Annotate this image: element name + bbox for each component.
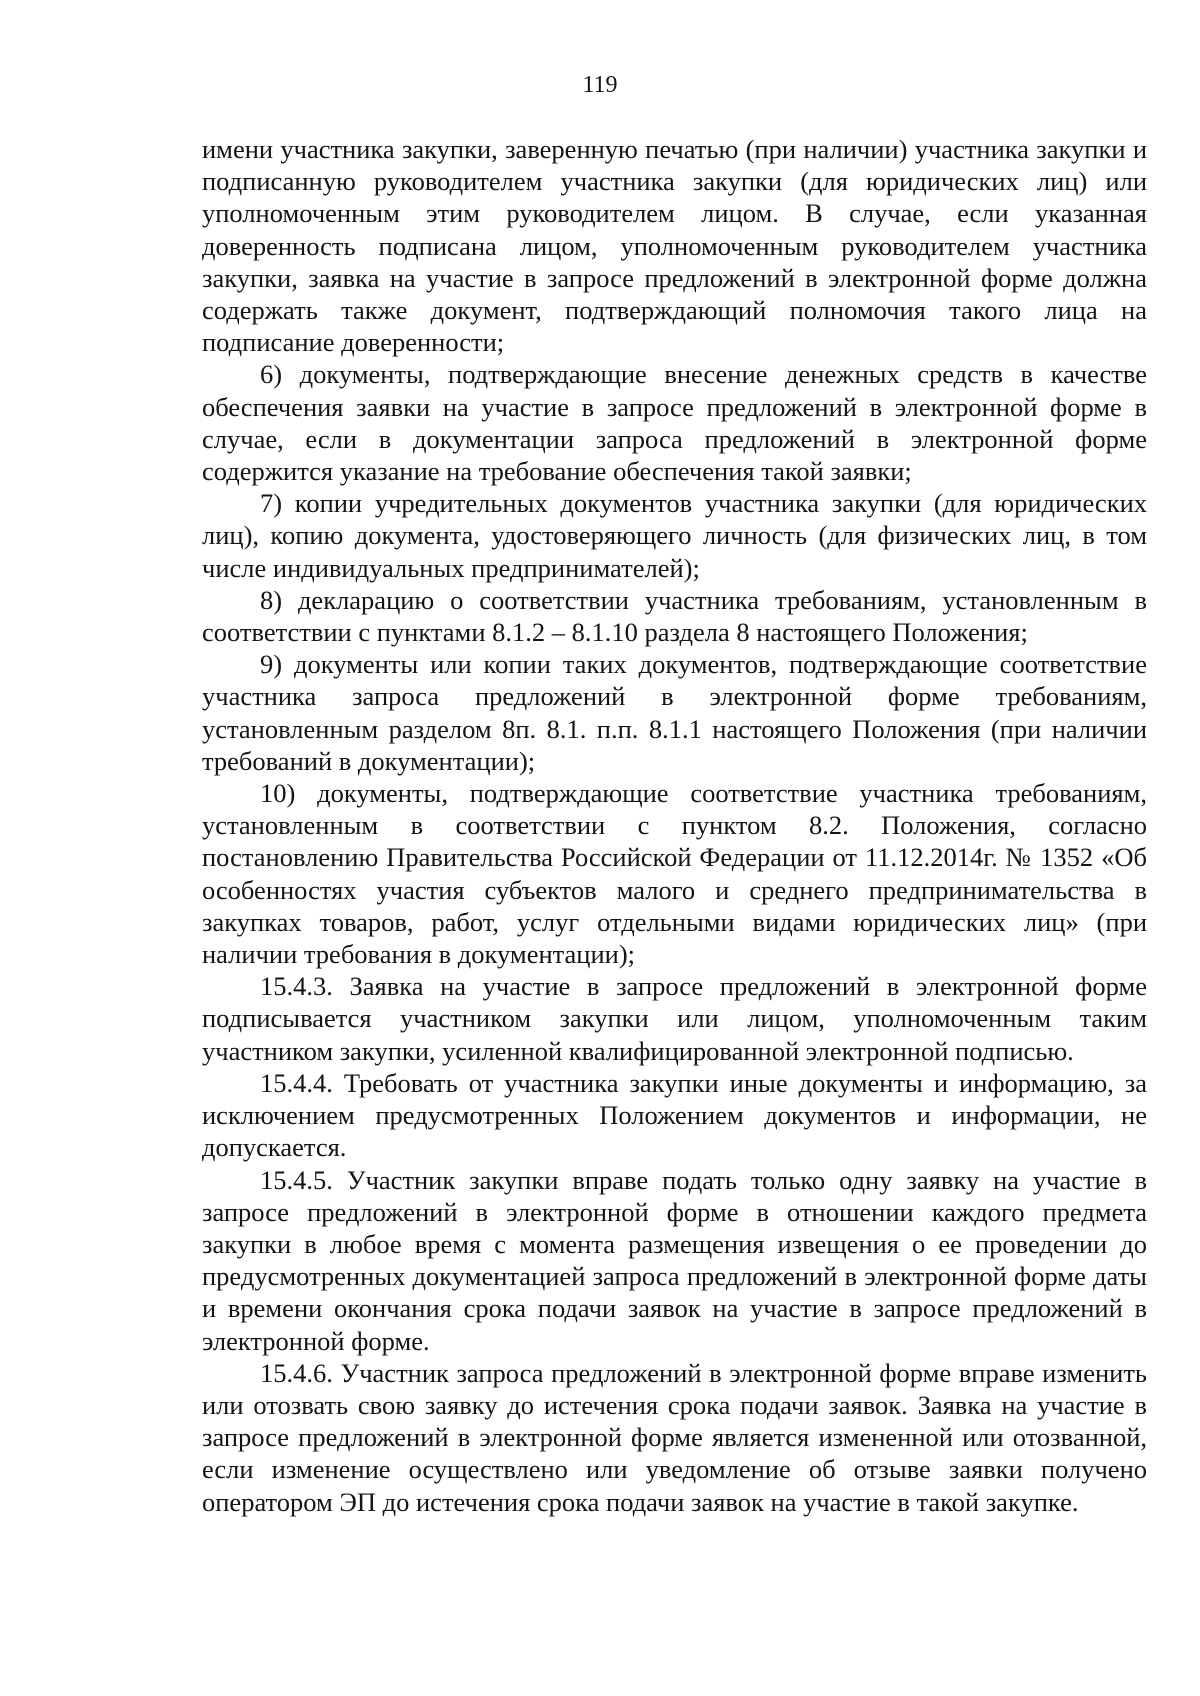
paragraph-item-7: 7) копии учредительных документов участника закупки (для юридических лиц), копию документа, удостоверяющего личность (для физических лиц, в том числе индивидуальных предпринимателей); <box>202 488 1147 583</box>
paragraph-15-4-5: 15.4.5. Участник закупки вправе подать только одну заявку на участие в запросе предложений в электронной форме в отношении каждого предмета закупки в любое время с момента размещения извещения о ее проведении до предусмотренных документацией запроса предложений в электронной форме даты и времени окончания срока подачи заявок на участие в запросе предложений в электронной форме. <box>202 1164 1147 1356</box>
paragraph-continuation: имени участника закупки, заверенную печатью (при наличии) участника закупки и подписанную руководителем участника закупки (для юридических лиц) или уполномоченным этим руководителем лицом. В случае, если указанная доверенность подписана лицом, уполномоченным руководителем участника закупки, заявка на участие в запросе предложений в электронной форме должна содержать также документ, подтверждающий полномочия такого лица на подписание доверенности; <box>202 134 1147 358</box>
page-number: 119 <box>582 72 618 98</box>
paragraph-item-10: 10) документы, подтверждающие соответствие участника требованиям, установленным в соответствии с пунктом 8.2. Положения, согласно постановлению Правительства Российской Федерации от 11.12.2014г. № 1352 «Об особенностях участия субъектов малого и среднего предпринимательства в закупках товаров, работ, услуг отдельными видами юридических лиц» (при наличии требования в документации); <box>202 778 1147 970</box>
paragraph-item-6: 6) документы, подтверждающие внесение денежных средств в качестве обеспечения заявки на участие в запросе предложений в электронной форме в случае, если в документации запроса предложений в электронной форме содержится указание на требование обеспечения такой заявки; <box>202 359 1147 487</box>
paragraph-15-4-6: 15.4.6. Участник запроса предложений в электронной форме вправе изменить или отозвать свою заявку до истечения срока подачи заявок. Заявка на участие в запросе предложений в электронной форме является измененной или отозванной, если изменение осуществлено или уведомление об отзыве заявки получено оператором ЭП до истечения срока подачи заявок на участие в такой закупке. <box>202 1357 1147 1517</box>
paragraph-15-4-3: 15.4.3. Заявка на участие в запросе предложений в электронной форме подписывается участником закупки или лицом, уполномоченным таким участником закупки, усиленной квалифицированной электронной подписью. <box>202 971 1147 1066</box>
document-body <box>202 133 1147 1518</box>
paragraph-item-8: 8) декларацию о соответствии участника требованиям, установленным в соответствии с пунктами 8.1.2 – 8.1.10 раздела 8 настоящего Положения; <box>202 584 1147 648</box>
paragraph-15-4-4: 15.4.4. Требовать от участника закупки иные документы и информацию, за исключением предусмотренных Положением документов и информации, не допускается. <box>202 1067 1147 1163</box>
paragraph-item-9: 9) документы или копии таких документов, подтверждающие соответствие участника запроса предложений в электронной форме требованиям, установленным разделом 8п. 8.1. п.п. 8.1.1 настоящего Положения (при наличии требований в документации); <box>202 649 1147 776</box>
